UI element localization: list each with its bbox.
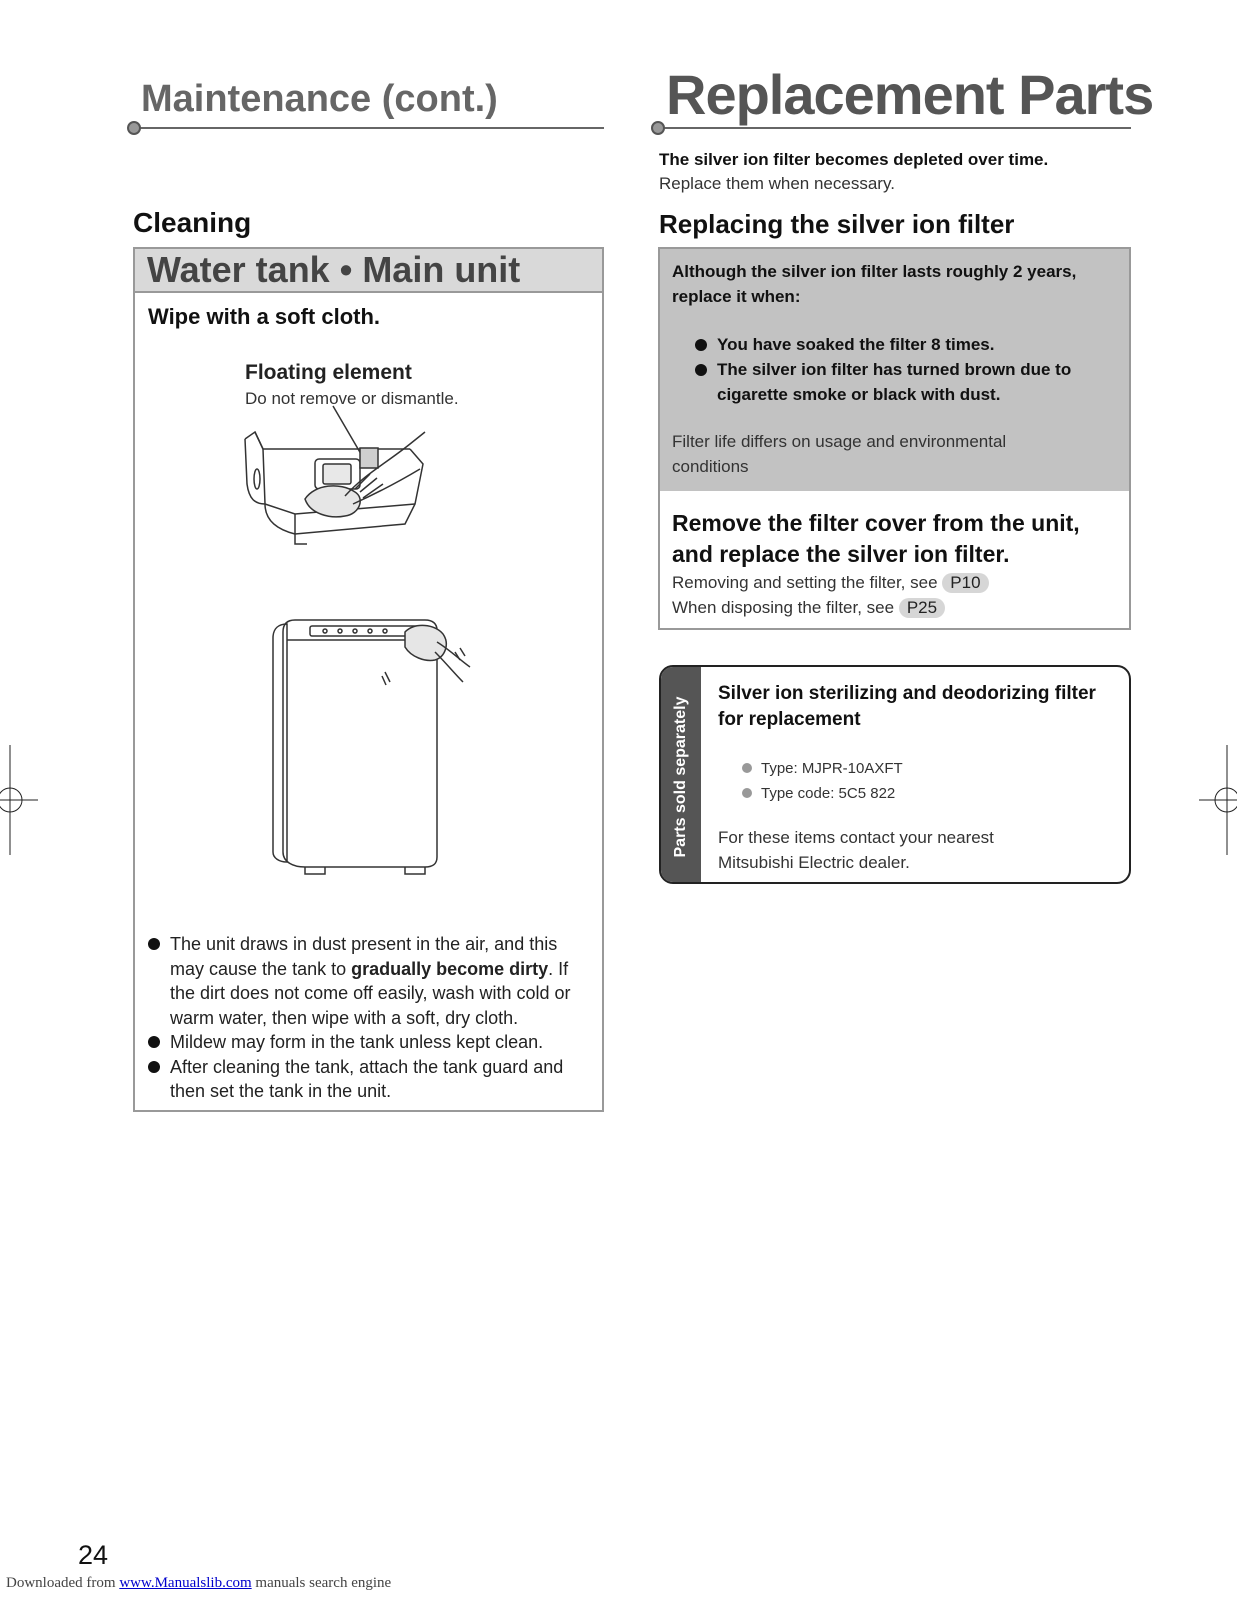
replace-instruction: Remove the filter cover from the unit, and replace the silver ion filter.	[672, 510, 1080, 567]
main-unit-wiping-illustration	[265, 612, 475, 882]
filter-life-panel	[660, 249, 1129, 491]
download-footer: Downloaded from www.Manualslib.com manuals search engine	[6, 1575, 392, 1591]
parts-spec-list	[742, 756, 903, 806]
cleaning-heading: Cleaning	[133, 207, 252, 238]
maintenance-section-title: Maintenance (cont.)	[141, 78, 498, 120]
parts-tab-label: Parts sold separately	[672, 696, 689, 858]
right-title-bullet-dot	[651, 121, 665, 135]
list-item: The unit draws in dust present in the air, and this may cause the tank to gradually become dirty. If the dirt does not come off easily, wash with cold or warm water, then wipe with a soft, dry cloth.	[148, 932, 588, 1030]
parts-tab	[661, 667, 701, 882]
water-tank-box	[133, 247, 604, 1112]
intro-bold: The silver ion filter becomes depleted over time.	[659, 150, 1049, 169]
left-title-rule	[134, 127, 604, 129]
intro-text: Replace them when necessary.	[659, 174, 895, 193]
manualslib-link[interactable]: www.Manualslib.com	[119, 1575, 252, 1591]
filter-life-lead: Although the silver ion filter lasts roughly 2 years, replace it when:	[672, 262, 1077, 306]
filter-replacement-box	[658, 247, 1131, 630]
water-tank-box-header	[135, 249, 602, 293]
replacement-parts-title: Replacement Parts	[666, 63, 1154, 126]
replace-when-list	[695, 332, 1115, 407]
page-number: 24	[78, 1540, 109, 1570]
page-ref-p25[interactable]: P25	[899, 598, 945, 618]
tank-wiping-illustration	[235, 404, 465, 574]
reference-disposing: When disposing the filter, see P25	[672, 598, 945, 618]
left-title-bullet-dot	[127, 121, 141, 135]
parts-title: Silver ion sterilizing and deodorizing filter for replacement	[718, 683, 1096, 730]
right-title-rule	[658, 127, 1131, 129]
list-item: Type: MJPR-10AXFT	[742, 756, 903, 781]
list-item: You have soaked the filter 8 times.	[695, 332, 1115, 357]
registration-mark-right	[1197, 745, 1237, 855]
wipe-instruction: Wipe with a soft cloth.	[148, 304, 381, 329]
parts-contact: For these items contact your nearest Mitsubishi Electric dealer.	[718, 828, 994, 872]
cleaning-notes-list	[148, 932, 588, 1104]
filter-life-note: Filter life differs on usage and environmental conditions	[672, 432, 1007, 476]
floating-element-note: Do not remove or dismantle.	[245, 389, 459, 408]
page-ref-p10[interactable]: P10	[942, 573, 988, 593]
list-item: Mildew may form in the tank unless kept clean.	[148, 1030, 588, 1055]
registration-mark-left	[0, 745, 40, 855]
list-item: After cleaning the tank, attach the tank guard and then set the tank in the unit.	[148, 1055, 588, 1104]
reference-setting: Removing and setting the filter, see P10	[672, 573, 989, 593]
parts-sold-separately-box	[659, 665, 1131, 884]
water-tank-header-text: Water tank • Main unit	[147, 249, 521, 290]
list-item: Type code: 5C5 822	[742, 781, 903, 806]
replacing-filter-heading: Replacing the silver ion filter	[659, 209, 1015, 239]
list-item: The silver ion filter has turned brown due to cigarette smoke or black with dust.	[695, 357, 1115, 407]
floating-element-title: Floating element	[245, 361, 412, 384]
